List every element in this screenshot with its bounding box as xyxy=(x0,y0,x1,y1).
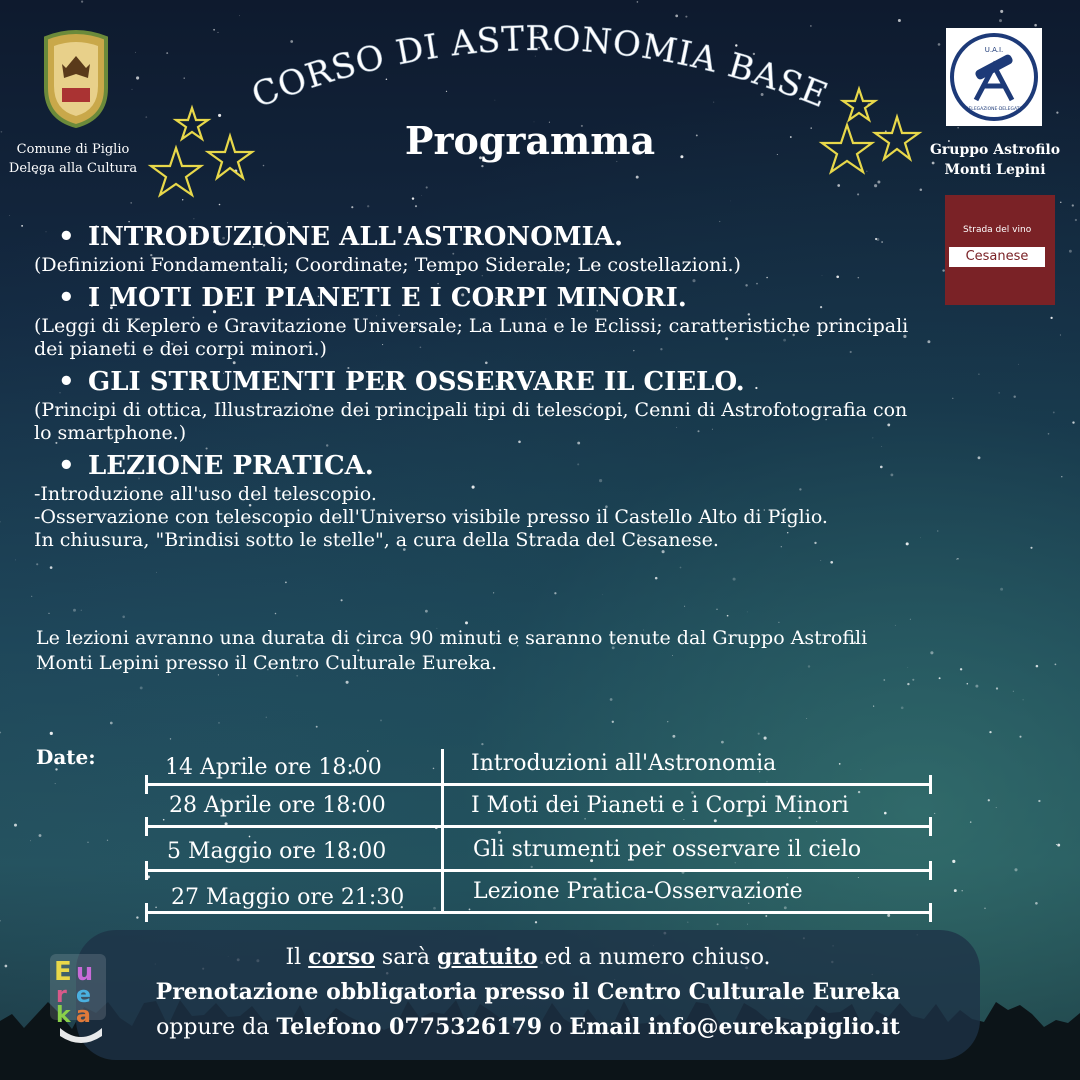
notes-line: Monti Lepini presso il Centro Culturale Eureka. xyxy=(36,652,498,674)
footer-line-free xyxy=(76,940,980,975)
date-what: Gli strumenti per osservare il cielo xyxy=(473,837,862,862)
section-description xyxy=(36,254,1026,277)
star-outline-icon xyxy=(151,148,201,195)
svg-text:a: a xyxy=(76,1003,91,1028)
program-section xyxy=(36,365,1026,445)
star-outline-icon xyxy=(176,108,208,139)
section-description xyxy=(36,399,1026,445)
section-description xyxy=(36,483,1026,552)
star-outline-icon xyxy=(208,136,252,178)
gruppo-astrofilo-label xyxy=(920,140,1070,180)
section-title: • LEZIONE PRATICA. xyxy=(36,449,1026,483)
date-when: 27 Maggio ore 21:30 xyxy=(171,885,405,910)
date-what: Lezione Pratica-Osservazione xyxy=(473,879,803,904)
row-line xyxy=(147,869,930,872)
footer-text: o xyxy=(542,1015,570,1040)
row-line xyxy=(147,783,930,786)
svg-text:CORSO DI ASTRONOMIA BASE xyxy=(246,20,833,116)
svg-text:k: k xyxy=(56,1003,71,1028)
gruppo-line2: Monti Lepini xyxy=(944,162,1046,178)
gruppo-line1: Gruppo Astrofilo xyxy=(929,142,1061,158)
star-outline-icon xyxy=(822,125,872,172)
dates-table xyxy=(145,745,935,925)
description-line: In chiusura, "Brindisi sotto le stelle", a cura della Strada del Cesanese. xyxy=(34,529,719,551)
date-when: 5 Maggio ore 18:00 xyxy=(167,839,387,864)
footer-phone: Telefono 0775326179 xyxy=(276,1014,543,1040)
svg-text:e: e xyxy=(76,983,91,1008)
program-section xyxy=(36,449,1026,552)
footer-email: Email info@eurekapiglio.it xyxy=(569,1014,900,1040)
footer-line-booking xyxy=(76,975,980,1010)
footer-corso: corso xyxy=(308,944,375,970)
description-line: lo smartphone.) xyxy=(34,422,187,444)
footer-text: sarà xyxy=(374,945,437,970)
comune-line2: Delega alla Cultura xyxy=(8,161,138,176)
comune-crest-logo xyxy=(36,28,116,128)
star-outline-icon xyxy=(843,89,875,120)
description-line: (Leggi di Keplero e Gravitazione Universale; La Luna e le Eclissi; caratteristiche principali xyxy=(34,315,909,337)
strada-name-text: Cesanese xyxy=(949,247,1045,267)
svg-text:U.A.I.: U.A.I. xyxy=(984,46,1004,54)
description-line: -Introduzione all'uso del telescopio. xyxy=(34,483,377,505)
program-list xyxy=(36,220,1026,556)
decorative-stars-right xyxy=(815,85,925,185)
comune-line1: Comune di Piglio xyxy=(16,142,130,157)
description-line: -Osservazione con telescopio dell'Universo visibile presso il Castello Alto di Piglio. xyxy=(34,506,828,528)
svg-text:E: E xyxy=(54,957,72,987)
section-description xyxy=(36,315,1026,361)
decorative-stars-left xyxy=(140,100,260,210)
date-when: 28 Aprile ore 18:00 xyxy=(169,793,386,818)
notes-line: Le lezioni avranno una durata di circa 90 minuti e saranno tenute dal Gruppo Astrofili xyxy=(36,627,868,649)
star-outline-icon xyxy=(875,117,919,159)
footer-text: ed a numero chiuso. xyxy=(537,945,771,970)
footer-text: oppure da xyxy=(156,1015,277,1040)
dates-label: Date: xyxy=(36,745,96,769)
svg-text:r: r xyxy=(56,983,67,1008)
section-title: • INTRODUZIONE ALL'ASTRONOMIA. xyxy=(36,220,1026,254)
course-notes xyxy=(36,626,1026,676)
description-line: (Principi di ottica, Illustrazione dei principali tipi di telescopi, Cenni di Astrofotografia con xyxy=(34,399,908,421)
program-section xyxy=(36,281,1026,361)
section-title: • GLI STRUMENTI PER OSSERVARE IL CIELO. xyxy=(36,365,1026,399)
description-line: dei pianeti e dei corpi minori.) xyxy=(34,338,327,360)
footer-line-contacts xyxy=(76,1010,980,1045)
row-line xyxy=(147,825,930,828)
uai-telescope-icon xyxy=(946,28,1042,126)
footer-text: Il xyxy=(285,945,309,970)
footer-gratuito: gratuito xyxy=(436,944,538,970)
svg-text:u: u xyxy=(76,958,94,986)
svg-text:DELEGAZIONE·DELEGATO: DELEGAZIONE·DELEGATO xyxy=(965,107,1023,112)
date-when: 14 Aprile ore 18:00 xyxy=(165,755,382,780)
page-subtitle: Programma xyxy=(404,118,656,163)
footer-info-box xyxy=(76,930,980,1060)
section-title: • I MOTI DEI PIANETI E I CORPI MINORI. xyxy=(36,281,1026,315)
description-line: (Definizioni Fondamentali; Coordinate; Tempo Siderale; Le costellazioni.) xyxy=(34,254,741,276)
program-section xyxy=(36,220,1026,277)
comune-label xyxy=(0,140,146,178)
date-what: I Moti dei Pianeti e i Corpi Minori xyxy=(471,793,849,818)
eureka-logo xyxy=(46,950,116,1050)
strada-small-text: Strada del vino xyxy=(963,225,1032,235)
table-divider xyxy=(441,749,444,912)
row-line xyxy=(147,911,930,914)
footer-booking: Prenotazione obbligatoria presso il Centro Culturale Eureka xyxy=(155,979,901,1005)
course-title-text: CORSO DI ASTRONOMIA BASE xyxy=(246,20,834,117)
uai-logo xyxy=(946,28,1042,126)
date-what: Introduzioni all'Astronomia xyxy=(471,751,777,776)
